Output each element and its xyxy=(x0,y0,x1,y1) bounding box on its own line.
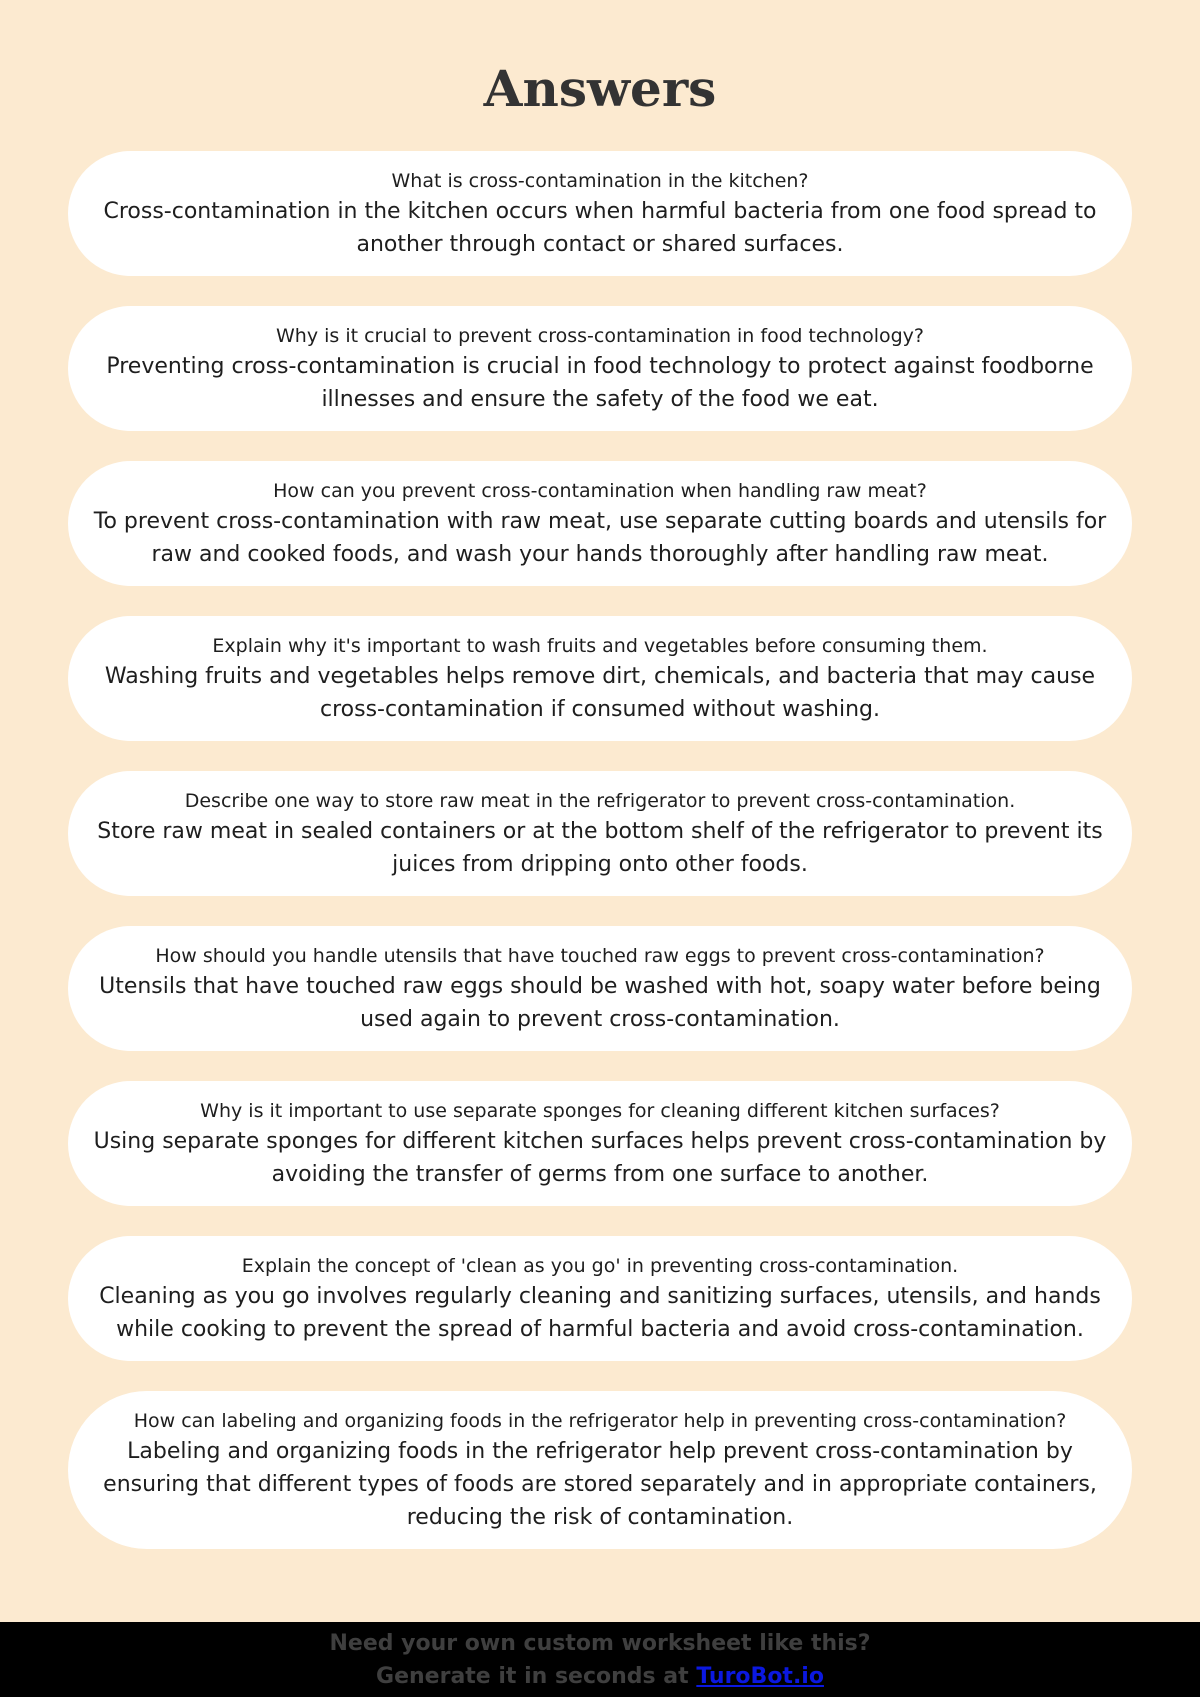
turobot-link[interactable]: TuroBot.io xyxy=(696,1664,824,1689)
question-text: How can you prevent cross-contamination when handling raw meat? xyxy=(273,479,927,502)
qa-card-4 xyxy=(68,616,1132,741)
question-text: Explain why it's important to wash fruits and vegetables before consuming them. xyxy=(212,634,988,657)
qa-card-7 xyxy=(68,1081,1132,1206)
qa-card-8 xyxy=(68,1236,1132,1361)
qa-card-1 xyxy=(68,151,1132,276)
question-text: What is cross-contamination in the kitchen? xyxy=(391,169,809,192)
answer-text: Cross-contamination in the kitchen occurs when harmful bacteria from one food spread to another through contact or shared surfaces. xyxy=(103,198,1097,257)
answer-text: Preventing cross-contamination is crucial in food technology to protect against foodborne illnesses and ensure the safety of the food we eat. xyxy=(106,353,1094,412)
footer-cta-line xyxy=(0,1660,1200,1693)
footer-banner xyxy=(0,1622,1200,1697)
answer-text: Washing fruits and vegetables helps remove dirt, chemicals, and bacteria that may cause cross-contamination if consumed without washing. xyxy=(104,663,1096,722)
qa-card-2 xyxy=(68,306,1132,431)
answer-text: Labeling and organizing foods in the refrigerator help prevent cross-contamination by ensuring that different types of foods are stored separately and in appropriate containers, reducing the risk of contamination. xyxy=(103,1438,1097,1530)
answer-text: Utensils that have touched raw eggs should be washed with hot, soapy water before being used again to prevent cross-contamination. xyxy=(99,973,1101,1032)
answer-text: Using separate sponges for different kitchen surfaces helps prevent cross-contamination by avoiding the transfer of germs from one surface to another. xyxy=(93,1128,1107,1187)
qa-card-5 xyxy=(68,771,1132,896)
answer-text: Store raw meat in sealed containers or at the bottom shelf of the refrigerator to prevent its juices from dripping onto other foods. xyxy=(97,818,1103,877)
page-title: Answers xyxy=(483,59,717,118)
qa-card-6 xyxy=(68,926,1132,1051)
footer-promo-text: Need your own custom worksheet like this? xyxy=(329,1631,871,1656)
answer-text: Cleaning as you go involves regularly cleaning and sanitizing surfaces, utensils, and hands while cooking to prevent the spread of harmful bacteria and avoid cross-contamination. xyxy=(99,1283,1101,1342)
question-text: Why is it crucial to prevent cross-contamination in food technology? xyxy=(275,324,925,347)
question-text: Why is it important to use separate sponges for cleaning different kitchen surfaces? xyxy=(200,1099,1000,1122)
question-text: How can labeling and organizing foods in the refrigerator help in preventing cross-contamination? xyxy=(133,1409,1067,1432)
qa-card-3 xyxy=(68,461,1132,586)
footer-cta-text: Generate it in seconds at xyxy=(376,1664,697,1689)
question-text: Describe one way to store raw meat in the refrigerator to prevent cross-contamination. xyxy=(184,789,1016,812)
question-text: How should you handle utensils that have touched raw eggs to prevent cross-contamination? xyxy=(155,944,1045,967)
answer-text: To prevent cross-contamination with raw meat, use separate cutting boards and utensils for raw and cooked foods, and wash your hands thoroughly after handling raw meat. xyxy=(93,508,1107,567)
qa-card-9 xyxy=(68,1391,1132,1549)
question-text: Explain the concept of 'clean as you go' in preventing cross-contamination. xyxy=(241,1254,959,1277)
